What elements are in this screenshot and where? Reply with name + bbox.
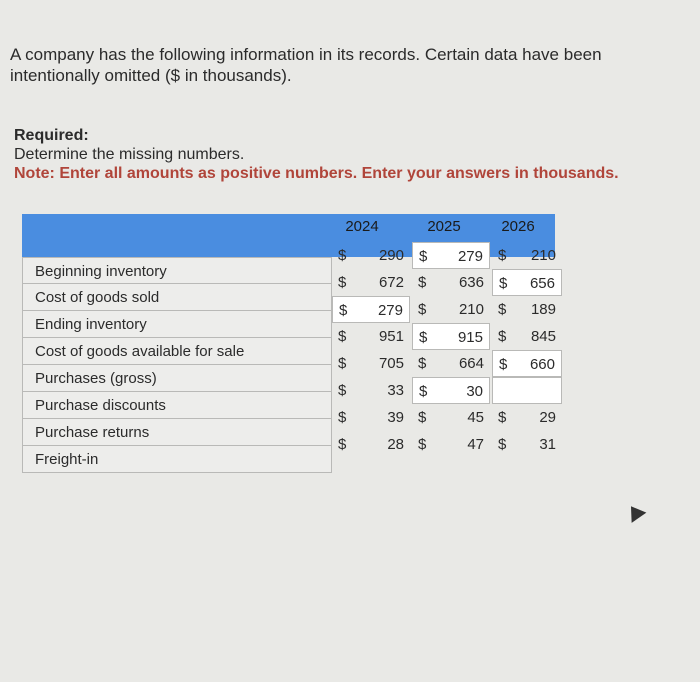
row-label-beginning-inventory: Beginning inventory: [22, 257, 332, 284]
dollar-sign: $: [338, 436, 347, 453]
cell-2024-ending-inventory[interactable]: [332, 296, 410, 323]
required-label: Required:: [14, 127, 89, 144]
value: 664: [458, 355, 484, 372]
cell-2026-ending-inventory: [492, 296, 562, 323]
cell-2026-purchases-gross[interactable]: [492, 350, 562, 377]
column-2025: [412, 242, 490, 458]
row-label-cost-of-goods-sold: Cost of goods sold: [22, 284, 332, 311]
cell-2024-purchase-returns: [332, 404, 410, 431]
cell-2025-purchases-gross: [412, 350, 490, 377]
cell-2026-purchase-returns: [492, 404, 562, 431]
cell-2024-cogas: [332, 323, 410, 350]
value: 31: [539, 436, 556, 453]
row-label-purchase-returns: Purchase returns: [22, 419, 332, 446]
dollar-sign: $: [338, 247, 347, 264]
value: 845: [530, 328, 556, 345]
value: 30: [466, 383, 483, 400]
dollar-sign: $: [419, 383, 428, 400]
value: 636: [458, 274, 484, 291]
row-label-freight-in: Freight-in: [22, 446, 332, 473]
dollar-sign: $: [338, 328, 347, 345]
dollar-sign: $: [499, 275, 508, 292]
value: 39: [387, 409, 404, 426]
dollar-sign: $: [499, 356, 508, 373]
cell-2024-purchases-gross: [332, 350, 410, 377]
dollar-sign: $: [419, 329, 428, 346]
cell-2025-ending-inventory: [412, 296, 490, 323]
value: 290: [378, 247, 404, 264]
dollar-sign: $: [338, 409, 347, 426]
value: 29: [539, 409, 556, 426]
value: 33: [387, 382, 404, 399]
value: 279: [377, 302, 403, 319]
year-header-2024: 2024: [345, 218, 379, 235]
dollar-sign: $: [498, 301, 507, 318]
cell-2026-purchase-discounts-input[interactable]: [492, 377, 562, 404]
value: 47: [467, 436, 484, 453]
dollar-sign: $: [418, 436, 427, 453]
cell-2025-purchase-discounts[interactable]: [412, 377, 490, 404]
dollar-sign: $: [419, 248, 428, 265]
row-label-cogas: Cost of goods available for sale: [22, 338, 332, 365]
cell-2024-cost-of-goods-sold: [332, 269, 410, 296]
column-2024: [332, 242, 410, 458]
cell-2025-purchase-returns: [412, 404, 490, 431]
value: 656: [529, 275, 555, 292]
cell-2024-beginning-inventory: [332, 242, 410, 269]
dollar-sign: $: [498, 328, 507, 345]
required-section: [14, 126, 619, 183]
value: 45: [467, 409, 484, 426]
dollar-sign: $: [339, 302, 348, 319]
value: 189: [530, 301, 556, 318]
cell-2026-cost-of-goods-sold[interactable]: [492, 269, 562, 296]
mouse-cursor-icon: [624, 501, 647, 523]
value: 28: [387, 436, 404, 453]
cell-2025-beginning-inventory[interactable]: [412, 242, 490, 269]
cell-2025-freight-in: [412, 431, 490, 458]
value: 705: [378, 355, 404, 372]
year-header-2025: 2025: [427, 218, 461, 235]
cell-2026-cogas: [492, 323, 562, 350]
cell-2024-purchase-discounts: [332, 377, 410, 404]
value: 210: [458, 301, 484, 318]
dollar-sign: $: [338, 355, 347, 372]
dollar-sign: $: [418, 274, 427, 291]
dollar-sign: $: [498, 247, 507, 264]
row-label-purchase-discounts: Purchase discounts: [22, 392, 332, 419]
cell-2025-cogas[interactable]: [412, 323, 490, 350]
dollar-sign: $: [418, 409, 427, 426]
cell-2026-beginning-inventory: [492, 242, 562, 269]
cell-2026-freight-in: [492, 431, 562, 458]
column-2026: [492, 242, 562, 458]
problem-prompt: A company has the following information in its records. Certain data have been intentionally omitted ($ in thousands).: [10, 45, 602, 85]
cell-2025-cost-of-goods-sold: [412, 269, 490, 296]
value: 915: [457, 329, 483, 346]
dollar-sign: $: [338, 274, 347, 291]
dollar-sign: $: [498, 409, 507, 426]
required-instruction: Determine the missing numbers.: [14, 146, 245, 163]
value: 672: [378, 274, 404, 291]
row-label-purchases-gross: Purchases (gross): [22, 365, 332, 392]
dollar-sign: $: [418, 355, 427, 372]
dollar-sign: $: [338, 382, 347, 399]
row-label-ending-inventory: Ending inventory: [22, 311, 332, 338]
year-header-2026: 2026: [501, 218, 535, 235]
row-labels: [22, 257, 332, 473]
dollar-sign: $: [418, 301, 427, 318]
cell-2024-freight-in: [332, 431, 410, 458]
dollar-sign: $: [498, 436, 507, 453]
value: 210: [530, 247, 556, 264]
required-note: Note: Enter all amounts as positive numbers. Enter your answers in thousands.: [14, 165, 619, 182]
value: 660: [529, 356, 555, 373]
value: 279: [457, 248, 483, 265]
value: 951: [378, 328, 404, 345]
